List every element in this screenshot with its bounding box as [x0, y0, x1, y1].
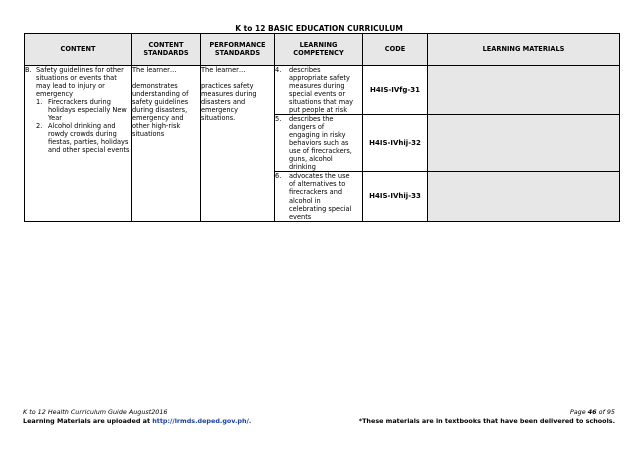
competency-number: 4. [275, 66, 282, 74]
header-performance-standards: PERFORMANCE STANDARDS [201, 34, 275, 66]
header-learning-competency: LEARNING COMPETENCY [275, 34, 363, 66]
code-cell: H4IS-IVhij-32 [363, 115, 428, 172]
page-title: K to 12 BASIC EDUCATION CURRICULUM [235, 24, 403, 33]
header-code: CODE [363, 34, 428, 66]
content-label: B. [25, 66, 32, 74]
content-cell [25, 66, 132, 222]
list-item [36, 122, 131, 154]
competency-text: describes the dangers of engaging in risky behaviors such as use of firecrackers, guns, alcohol drinking [289, 115, 352, 172]
content-text: Safety guidelines for other situations or events that may lead to injury or emergency [36, 66, 124, 99]
competency-number: 5. [275, 115, 282, 124]
competency-cell [275, 115, 363, 172]
competency-cell [275, 172, 363, 221]
page-number: 46 [587, 408, 597, 416]
list-item-text: Alcohol drinking and rowdy crowds during fiestas, parties, holidays and other special events [48, 122, 130, 155]
materials-note [23, 417, 251, 425]
content-standards-cell [132, 66, 201, 222]
competency-number: 6. [275, 172, 282, 181]
code-cell: H4IS-IVhij-33 [363, 172, 428, 221]
performance-standards-text: practices safety measures during disasters and emergency situations. [201, 82, 257, 123]
code-cell: H4IS-IVfg-31 [363, 66, 428, 115]
guide-title: K to 12 Health Curriculum Guide August2016 [23, 408, 168, 416]
content-standards-lead: The learner… [132, 66, 177, 74]
content-standards-text: demonstrates understanding of safety guidelines during disasters, emergency and other high-risk situations [132, 82, 189, 139]
header-row [25, 34, 620, 66]
textbooks-note: *These materials are in textbooks that have been delivered to schools. [358, 417, 615, 425]
list-item [36, 98, 131, 122]
page-indicator [570, 408, 615, 416]
performance-standards-lead: The learner… [201, 66, 246, 74]
header-content: CONTENT [25, 34, 132, 66]
header-content-standards: CONTENT STANDARDS [132, 34, 201, 66]
page-label: Page [569, 408, 586, 416]
list-item-number: 2. [36, 122, 43, 131]
curriculum-table [24, 33, 620, 222]
header-learning-materials: LEARNING MATERIALS [428, 34, 620, 66]
competency-text: advocates the use of alternatives to firecrackers and alcohol in celebrating special events [289, 172, 352, 221]
materials-text: Learning Materials are uploaded at [23, 417, 151, 425]
list-item-text: Firecrackers during holidays especially New Year [48, 98, 127, 123]
list-item-number: 1. [36, 98, 43, 107]
learning-materials-cell [428, 172, 620, 221]
learning-materials-cell [428, 66, 620, 115]
competency-cell [275, 66, 363, 115]
competency-text: describes appropriate safety measures during special events or situations that may put people at risk [289, 66, 354, 115]
page-total: of 95 [598, 408, 615, 416]
materials-link[interactable]: http://lrmds.deped.gov.ph/. [152, 417, 252, 425]
performance-standards-cell [201, 66, 275, 222]
learning-materials-cell [428, 115, 620, 172]
table-row [25, 66, 620, 115]
